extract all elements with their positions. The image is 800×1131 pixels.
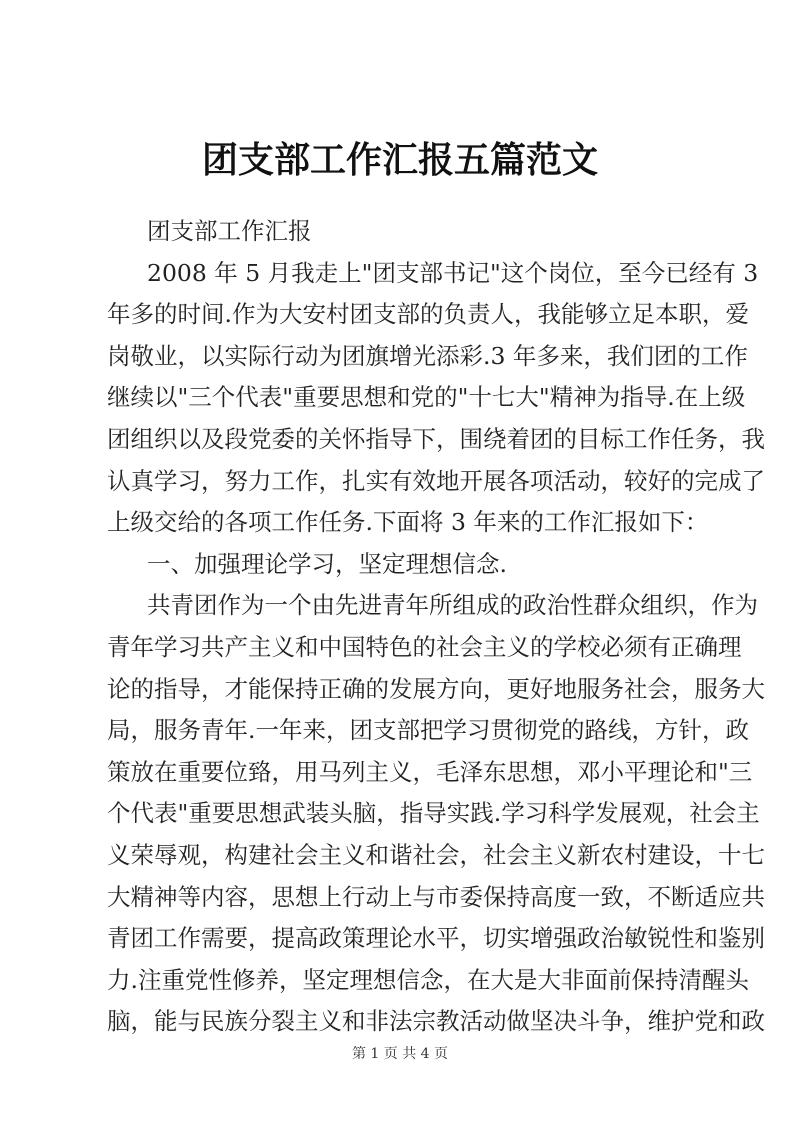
text-line: 团组织以及段党委的关怀指导下，围绕着团的目标工作任务，我 (107, 424, 765, 453)
text-line: 青团工作需要，提高政策理论水平，切实增强政治敏锐性和鉴别 (107, 924, 765, 953)
text-line: 认真学习，努力工作，扎实有效地开展各项活动，较好的完成了 (107, 466, 765, 495)
text-line: 年多的时间.作为大安村团支部的负责人，我能够立足本职，爱 (107, 300, 749, 329)
text-line: 个代表"重要思想武装头脑，指导实践.学习科学发展观，社会主 (107, 799, 760, 828)
document-body (107, 211, 765, 1043)
text-line: 岗敬业，以实际行动为团旗增光添彩.3 年多来，我们团的工作 (107, 341, 748, 370)
page-footer: 第 1 页 共 4 页 (351, 1046, 449, 1062)
text-line: 大精神等内容，思想上行动上与市委保持高度一致，不断适应共 (107, 882, 765, 911)
text-line: 脑，能与民族分裂主义和非法宗教活动做坚决斗争，维护党和政 (107, 1007, 765, 1036)
text-line: 上级交给的各项工作任务.下面将 3 年来的工作汇报如下： (107, 508, 709, 537)
text-line: 论的指导，才能保持正确的发展方向，更好地服务社会，服务大 (107, 674, 765, 703)
text-line: 一、加强理论学习，坚定理想信念. (147, 549, 507, 578)
text-line: 2008 年 5 月我走上"团支部书记"这个岗位，至今已经有 3 (147, 258, 759, 287)
text-line: 共青团作为一个由先进青年所组成的政治性群众组织，作为 (147, 591, 758, 620)
text-line: 继续以"三个代表"重要思想和党的"十七大"精神为指导.在上级 (107, 383, 746, 412)
text-line: 青年学习共产主义和中国特色的社会主义的学校必须有正确理 (107, 632, 742, 661)
text-line: 力.注重党性修养，坚定理想信念，在大是大非面前保持清醒头 (107, 965, 749, 994)
text-line: 局，服务青年.一年来，团支部把学习贯彻党的路线，方针，政 (107, 716, 749, 745)
text-line: 团支部工作汇报 (147, 217, 312, 245)
text-line: 策放在重要位臵，用马列主义，毛泽东思想，邓小平理论和"三 (107, 757, 753, 786)
document-title: 团支部工作汇报五篇范文 (201, 139, 598, 181)
text-line: 义荣辱观，构建社会主义和谐社会，社会主义新农村建设，十七 (107, 840, 765, 869)
